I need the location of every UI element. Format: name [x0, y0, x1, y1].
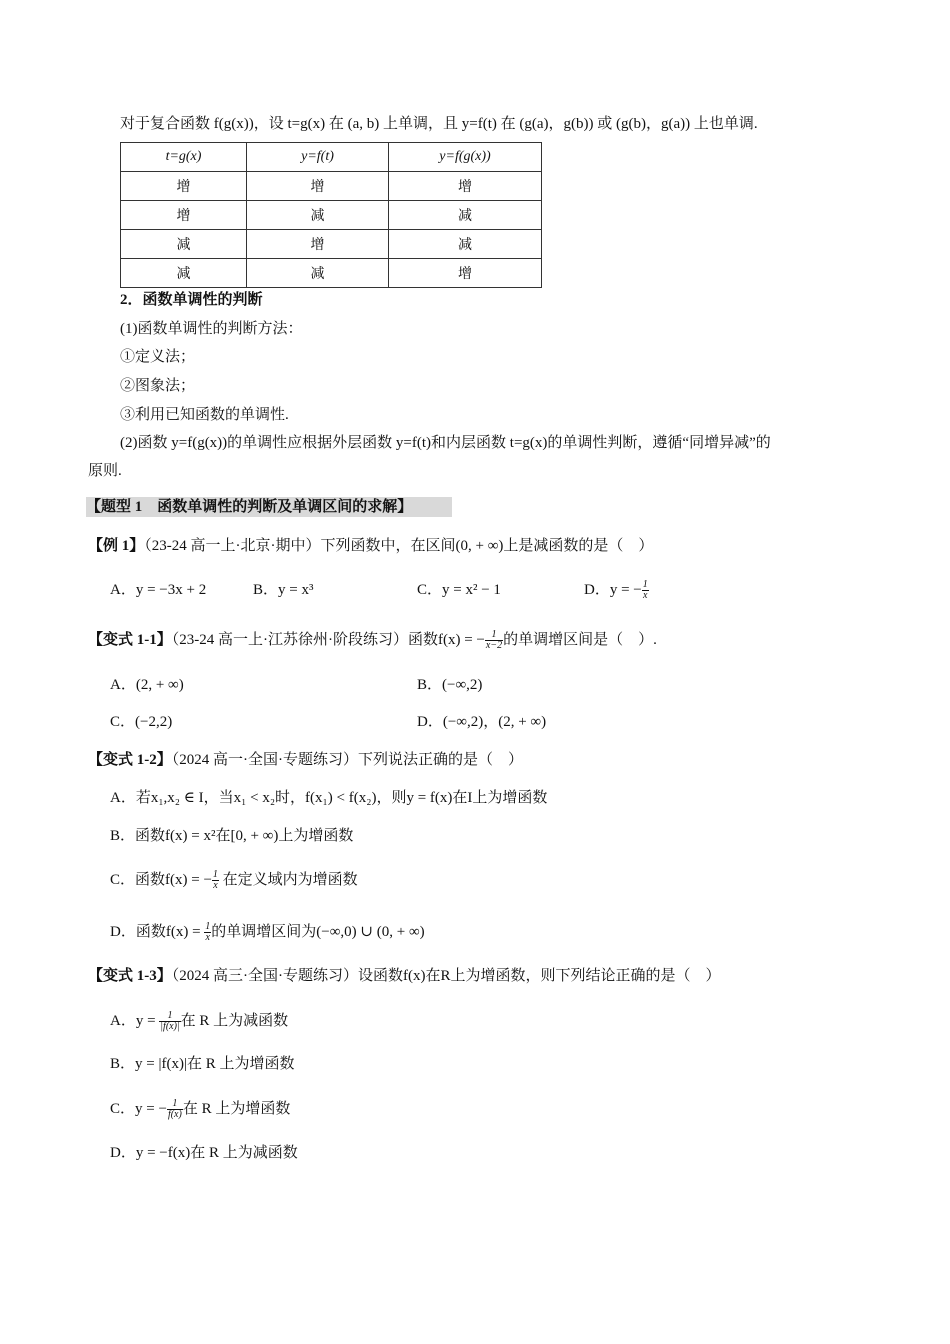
fraction [159, 1011, 180, 1032]
table-cell: 增 [121, 201, 247, 230]
option-a: A．(2, + ∞) [110, 677, 184, 693]
option-a [110, 1008, 288, 1034]
table-cell: 减 [389, 201, 542, 230]
table-cell: 减 [389, 230, 542, 259]
fraction [212, 870, 219, 891]
table-header: t=g(x) [121, 143, 247, 172]
option-a: A．若x₁,x₂ ∈ I，当x₁ < x₂时，f(x₁) < f(x₂)，则y = f(x)在I上为增函数 [110, 790, 548, 806]
table-row [121, 230, 542, 259]
question-text: 的单调增区间是（ ）. [503, 632, 657, 648]
question-text: （23-24 高一上·北京·期中）下列函数中，在区间(0, + ∞)上是减函数的是（ ） [144, 538, 654, 554]
variant-1-2-stem [88, 750, 523, 770]
option-c-suffix: 在定义域内为增函数 [218, 872, 358, 888]
fraction [642, 580, 649, 601]
option-c: C．y = x² − 1 [417, 582, 501, 598]
variant-1-3-stem [88, 966, 720, 986]
table-header-row [121, 143, 542, 172]
numerator: 1 [642, 579, 648, 591]
option-c [110, 868, 358, 892]
option-c-prefix: C．函数f(x) = − [110, 872, 212, 888]
variant-1-1-stem [88, 628, 657, 652]
option-d [110, 920, 425, 944]
numerator: 1 [212, 869, 218, 881]
option-b: B．y = x³ [253, 582, 314, 598]
numerator: 1 [167, 1099, 183, 1110]
option-c [110, 1096, 290, 1122]
denominator: x [205, 932, 210, 944]
denominator: |f(x)| [160, 1021, 180, 1033]
question-tag: 【变式 1-2】 [88, 752, 172, 768]
denominator: x−2 [485, 640, 503, 652]
table-cell: 减 [121, 230, 247, 259]
intro-text: 对于复合函数 f(g(x))，设 t=g(x) 在 (a, b) 上单调，且 y=f(t) 在 (g(a)，g(b)) 或 (g(b)，g(a)) 上也单调. [120, 116, 758, 132]
method-item: ①定义法； [120, 349, 196, 365]
option-a-prefix: A．y = [110, 1013, 160, 1029]
table-cell: 减 [121, 259, 247, 288]
table-cell: 增 [247, 172, 389, 201]
option-c-prefix: C．y = − [110, 1101, 167, 1117]
example-1-stem [88, 536, 653, 556]
option-d-prefix: D．y = − [584, 582, 642, 598]
topic-banner: 【题型 1 函数单调性的判断及单调区间的求解】 [86, 497, 452, 517]
option-c-suffix: 在 R 上为增函数 [182, 1101, 291, 1117]
option-a-suffix: 在 R 上为减函数 [180, 1013, 289, 1029]
question-text: （2024 高一·全国·专题练习）下列说法正确的是（ ） [171, 752, 523, 768]
table-cell: 增 [121, 172, 247, 201]
fraction [485, 630, 503, 651]
numerator: 1 [159, 1011, 180, 1022]
table-row [121, 259, 542, 288]
option-d-suffix: 的单调增区间为(−∞,0) ∪ (0, + ∞) [211, 924, 425, 940]
table-cell: 减 [247, 201, 389, 230]
option-d-prefix: D．函数f(x) = [110, 924, 205, 940]
paragraph: 原则. [88, 463, 122, 479]
question-text: （23-24 高一上·江苏徐州·阶段练习）函数f(x) = − [171, 632, 485, 648]
question-text: （2024 高三·全国·专题练习）设函数f(x)在R上为增函数，则下列结论正确的是（ ） [171, 968, 721, 984]
option-d: D．y = −f(x)在 R 上为减函数 [110, 1145, 298, 1161]
table-cell: 增 [247, 230, 389, 259]
composite-monotonicity-table [120, 142, 542, 288]
option-b: B．函数f(x) = x²在[0, + ∞)上为增函数 [110, 828, 354, 844]
table-header: y=f(t) [247, 143, 389, 172]
option-c: C．(−2,2) [110, 714, 173, 730]
question-tag: 【例 1】 [88, 538, 145, 554]
denominator: f(x) [167, 1109, 182, 1121]
paragraph: (2)函数 y=f(g(x))的单调性应根据外层函数 y=f(t)和内层函数 t=g(x)的单调性判断，遵循“同增异减”的 [120, 435, 771, 451]
option-b: B．y = |f(x)|在 R 上为增函数 [110, 1056, 295, 1072]
numerator: 1 [485, 630, 503, 641]
question-tag: 【变式 1-1】 [88, 632, 172, 648]
method-item: ③利用已知函数的单调性. [120, 407, 289, 423]
denominator: x [643, 590, 648, 602]
table-header: y=f(g(x)) [389, 143, 542, 172]
table-row [121, 172, 542, 201]
method-item: ②图象法； [120, 378, 196, 394]
section-heading: 2．函数单调性的判断 [120, 292, 263, 308]
table-cell: 增 [389, 172, 542, 201]
numerator: 1 [205, 921, 211, 933]
paragraph: (1)函数单调性的判断方法： [120, 321, 303, 337]
fraction [167, 1099, 183, 1120]
option-d: D．(−∞,2)，(2, + ∞) [417, 714, 547, 730]
option-a: A．y = −3x + 2 [110, 582, 207, 598]
table-row [121, 201, 542, 230]
table-cell: 增 [389, 259, 542, 288]
table-cell: 减 [247, 259, 389, 288]
option-b: B．(−∞,2) [417, 677, 483, 693]
option-d [584, 578, 649, 602]
denominator: x [213, 880, 218, 892]
question-tag: 【变式 1-3】 [88, 968, 172, 984]
